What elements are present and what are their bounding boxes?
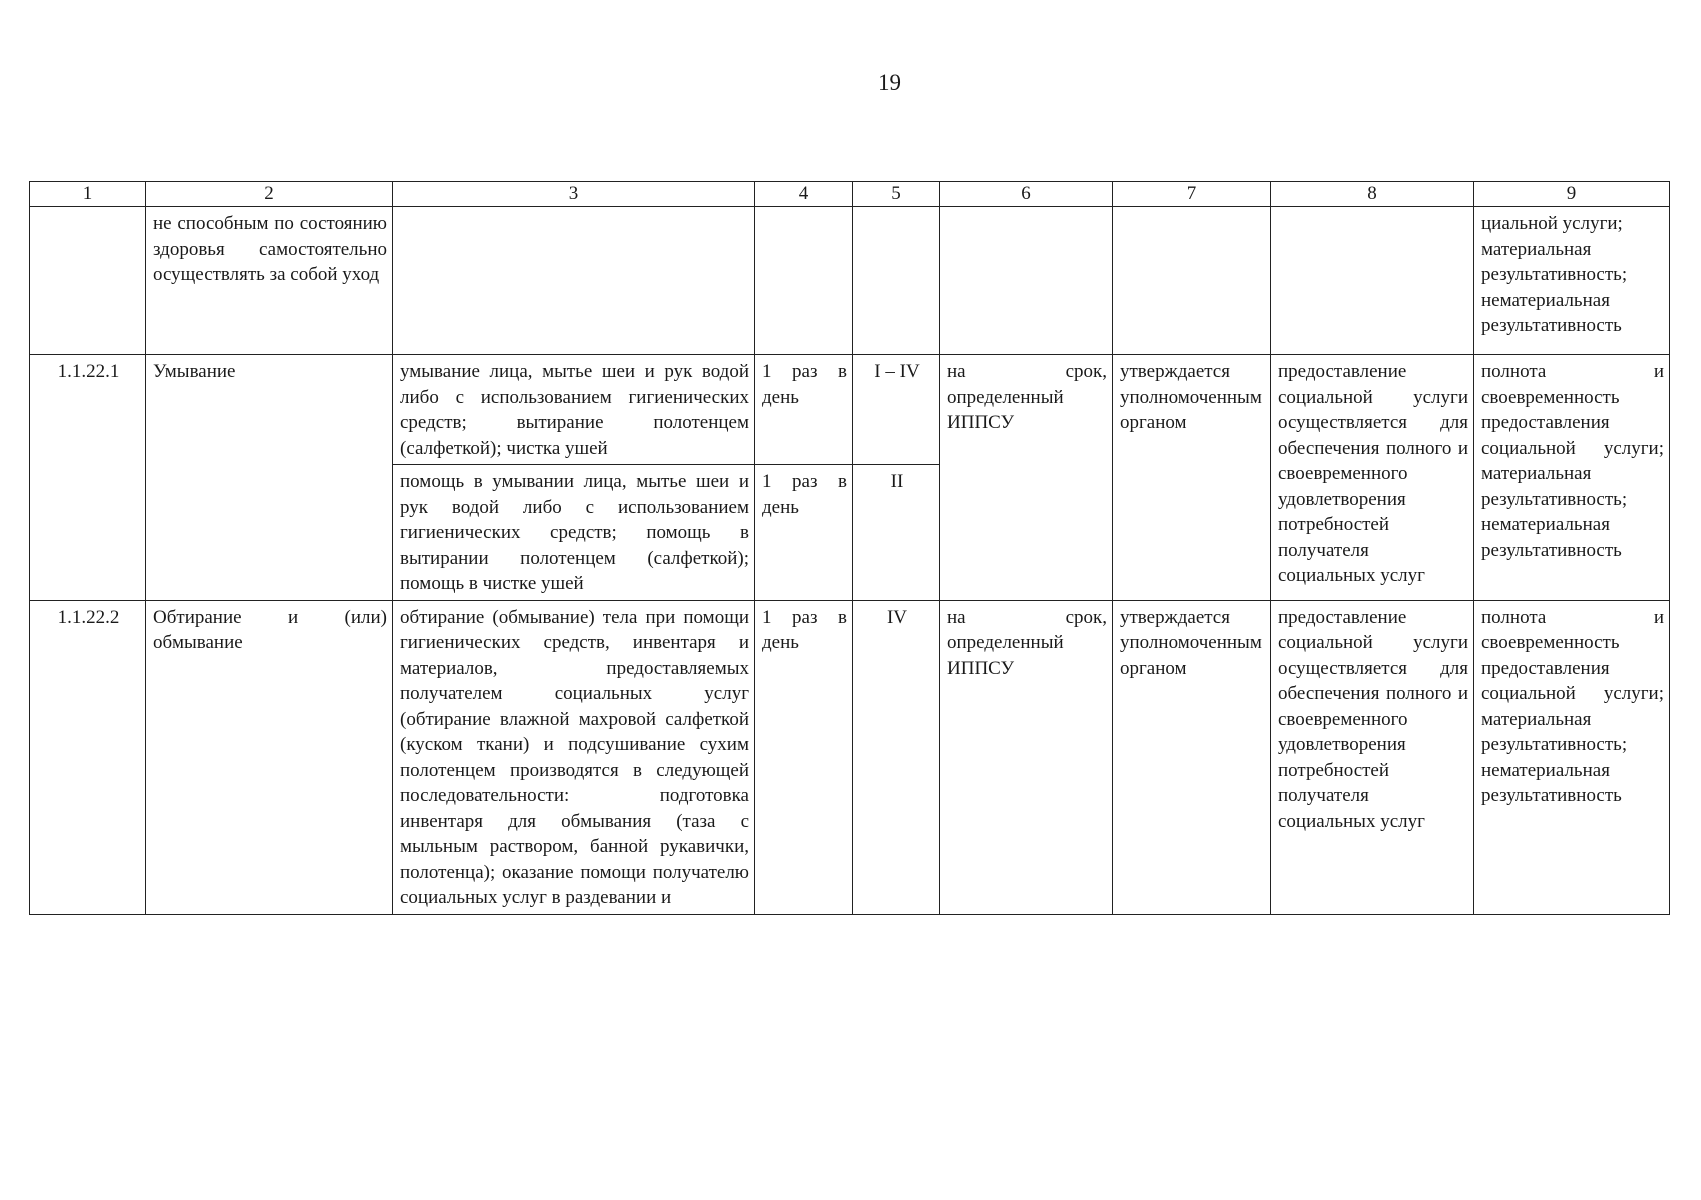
row-b-number: 1.1.22.2	[30, 600, 146, 914]
cont-cell-5	[853, 207, 940, 355]
cont-cell-3	[393, 207, 755, 355]
row-b-indicators: полнота и своевременность предоставления социальной услуги; материальная результативность; нематериальная результативность	[1474, 600, 1670, 914]
cont-cell-7	[1113, 207, 1271, 355]
table-row	[30, 355, 1670, 465]
row-a-conditions: предоставление социальной услуги осуществляется для обеспечения полного и своевременного удовлетворения потребностей получателя социальных услуг	[1271, 355, 1474, 601]
row-a-frequency-2: 1 раз в день	[755, 465, 853, 601]
row-a-tariff: утверждается уполномоченным органом	[1113, 355, 1271, 601]
row-b-conditions: предоставление социальной услуги осуществляется для обеспечения полного и своевременного удовлетворения потребностей получателя социальных услуг	[1271, 600, 1474, 914]
row-b-term: на срок, определенный ИППСУ	[940, 600, 1113, 914]
header-col-3: 3	[393, 182, 755, 207]
row-a-group-1: I – IV	[853, 355, 940, 465]
cont-cell-8	[1271, 207, 1474, 355]
header-col-4: 4	[755, 182, 853, 207]
row-b-group: IV	[853, 600, 940, 914]
page-number: 19	[878, 70, 901, 95]
row-b-content: обтирание (обмывание) тела при помощи гигиенических средств, инвентаря и материалов, предоставляемых получателем социальных услуг (обтирание влажной махровой салфеткой (куском ткани) и подсушивание сухим полотенцем производятся в следующей последовательности: подготовка инвентаря для обмывания (таза с мыльным раствором, банной рукавички, полотенца); оказание помощи получателю социальных услуг в раздевании и	[393, 600, 755, 914]
cont-indicators: циальной услуги; материальная результативность; нематериальная результативность	[1474, 207, 1670, 355]
header-col-6: 6	[940, 182, 1113, 207]
row-a-number: 1.1.22.1	[30, 355, 146, 601]
header-col-7: 7	[1113, 182, 1271, 207]
row-a-content-2: помощь в умывании лица, мытье шеи и рук водой либо с использованием гигиенических средств; помощь в вытирании полотенцем (салфеткой); помощь в чистке ушей	[393, 465, 755, 601]
header-col-1: 1	[30, 182, 146, 207]
continuation-row	[30, 207, 1670, 355]
cont-service-name: не способным по состоянию здоровья самостоятельно осуществлять за собой уход	[146, 207, 393, 355]
header-col-8: 8	[1271, 182, 1474, 207]
row-a-service-name: Умывание	[146, 355, 393, 601]
row-a-indicators: полнота и своевременность предоставления социальной услуги; материальная результативность; нематериальная результативность	[1474, 355, 1670, 601]
row-a-group-2: II	[853, 465, 940, 601]
cont-cell-4	[755, 207, 853, 355]
header-col-9: 9	[1474, 182, 1670, 207]
header-col-5: 5	[853, 182, 940, 207]
cont-cell-6	[940, 207, 1113, 355]
table-row	[30, 600, 1670, 914]
row-b-service-name: Обтирание и (или) обмывание	[146, 600, 393, 914]
row-a-term: на срок, определенный ИППСУ	[940, 355, 1113, 601]
header-col-2: 2	[146, 182, 393, 207]
row-b-tariff: утверждается уполномоченным органом	[1113, 600, 1271, 914]
header-row	[30, 182, 1670, 207]
services-table	[29, 181, 1670, 915]
row-a-frequency-1: 1 раз в день	[755, 355, 853, 465]
cont-cell-1	[30, 207, 146, 355]
row-a-content-1: умывание лица, мытье шеи и рук водой либо с использованием гигиенических средств; вытирание полотенцем (салфеткой); чистка ушей	[393, 355, 755, 465]
row-b-frequency: 1 раз в день	[755, 600, 853, 914]
